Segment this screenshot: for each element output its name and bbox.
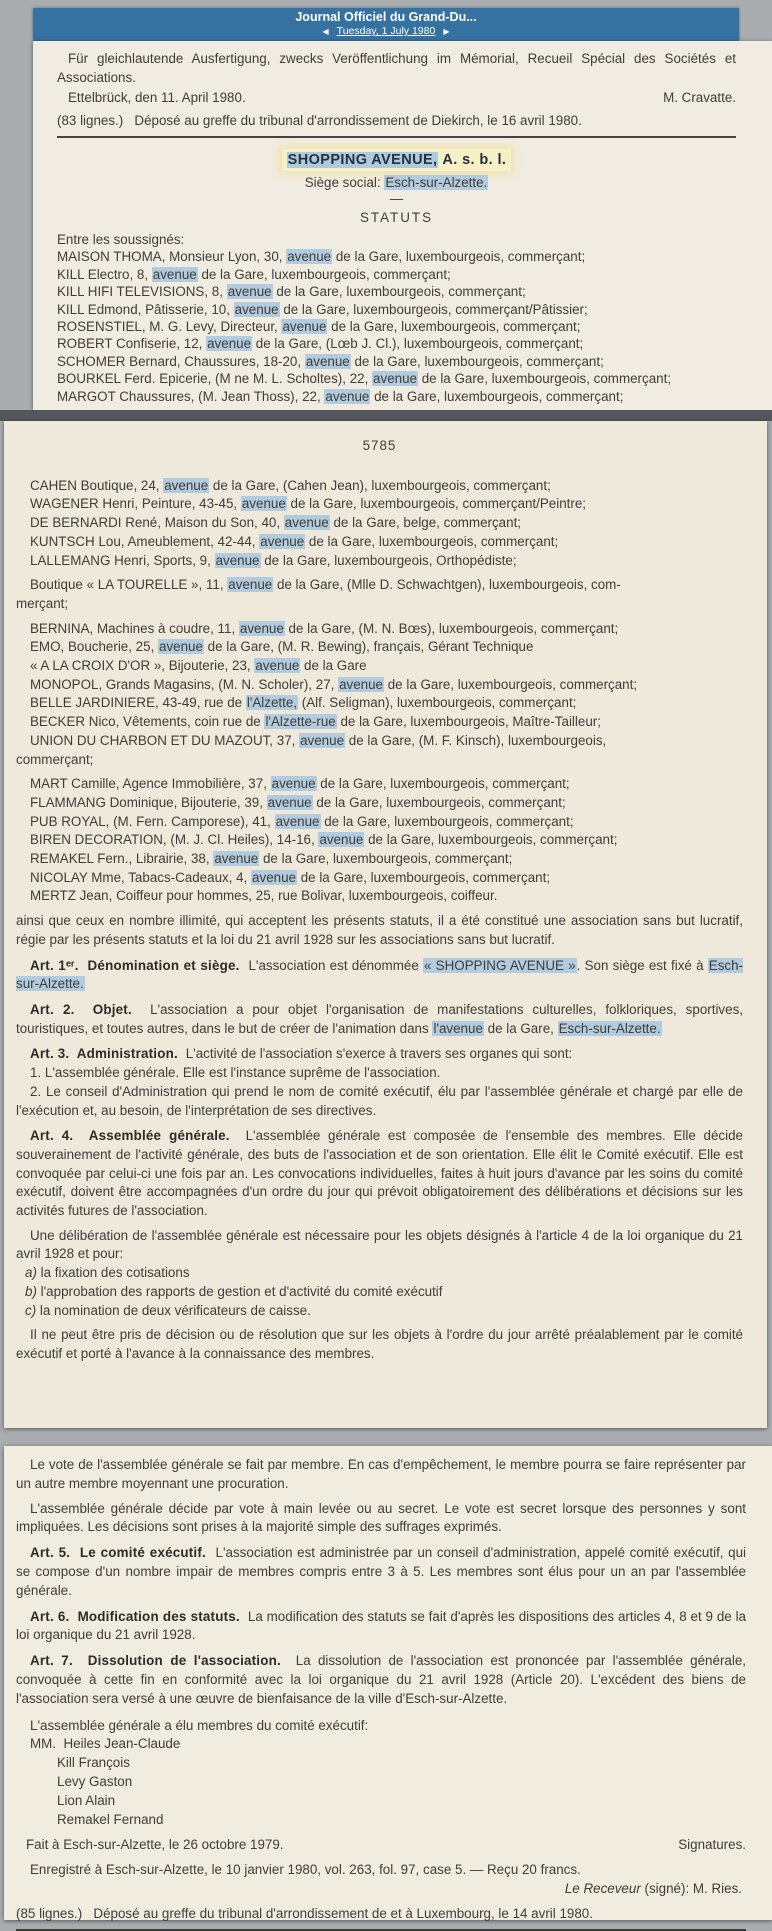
article-lead: Art. 3. Administration. (30, 1046, 186, 1062)
journal-title: Journal Officiel du Grand-Du... (295, 10, 477, 24)
text-line: BECKER Nico, Vêtements, coin rue de l'Alzette-rue de la Gare, luxembourgeois, Maître-Tailleur; (30, 714, 601, 730)
article-lead: Art. 7. Dissolution de l'association. (30, 1653, 296, 1669)
article-4: Art. 4. Assemblée générale. L'assemblée générale est composée de l'ensemble des membres. Elle décide souverainement de l'activité générale, des buts de l'association et de son orientation. Elle élit le Comité exécutif. Elle est convoquée par celui-ci une fois par an. Les convocations individuelles, faites à huit jours d'avance par les soins du comité exécutif, doivent être accompagnées d'un ordre du jour qui prévoit obligatoirement des délibérations et décisions sur les activités futures de l'association. (16, 1128, 747, 1219)
search-highlight: avenue (271, 776, 316, 792)
search-highlight: avenue (373, 371, 417, 387)
date-link[interactable]: Tuesday, 1 July 1980 (336, 25, 436, 37)
text-line: CAHEN Boutique, 24, avenue de la Gare, (Cahen Jean), luxembourgeois, commerçant; (30, 477, 551, 493)
search-highlight: avenue (275, 813, 320, 829)
registration-line: Enregistré à Esch-sur-Alzette, le 10 janvier 1980, vol. 263, fol. 97, case 5. — Reçu 20 francs. (30, 1862, 581, 1878)
elected-intro: L'assemblée générale a élu membres du comité exécutif: (30, 1717, 369, 1733)
divider-dash: — (389, 191, 404, 206)
statuts-intro: Entre les soussignés: (57, 232, 185, 247)
text-line: Kill François (57, 1755, 130, 1771)
siege-social-line (57, 174, 736, 192)
page-bottom-content (16, 1456, 750, 1931)
text-line: Lion Alain (57, 1792, 116, 1808)
text-line: KUNTSCH Lou, Ameublement, 42-44, avenue de la Gare, luxembourgeois, commerçant; (30, 533, 559, 549)
search-highlight: l'Alzette-rue (265, 714, 336, 730)
article-5: Art. 5. Le comité exécutif. L'association est administrée par un conseil d'administration, appelé comité exécutif, qui se compose d'un nombre impair de membres compris entre 3 à 5. Les membres sont élus pour un an par l'assemblée générale. (16, 1545, 750, 1598)
search-highlight: avenue (300, 732, 345, 748)
article-3-item-1: 1. L'assemblée générale. Elle est l'instance suprême de l'association. (30, 1065, 441, 1081)
place-date: Ettelbrück, den 11. April 1980. (68, 90, 246, 105)
members-group-1 (16, 477, 743, 571)
text-line: UNION DU CHARBON ET DU MAZOUT, 37, avenue de la Gare, (M. F. Kinsch), luxembourgeois, (30, 732, 607, 748)
article-lead: Art. 2. Objet. (30, 1001, 151, 1017)
text-line: BIREN DECORATION, (M. J. Cl. Heiles), 14-16, avenue de la Gare, luxembourgeois, commerçant; (30, 832, 618, 848)
search-highlight: avenue (152, 266, 197, 282)
viewer-header (33, 8, 739, 41)
search-highlight: Esch-sur-Alzette. (385, 175, 488, 190)
article-lead: Art. 1ᵉʳ. Dénomination et siège. (30, 957, 249, 973)
text-line: REMAKEL Fern., Librairie, 38, avenue de la Gare, luxembourgeois, commerçant; (30, 851, 513, 867)
search-highlight: avenue (325, 388, 370, 404)
text-line: KILL Edmond, Pâtisserie, 10, avenue de la Gare, luxembourgeois, commerçant/Pâtissier; (57, 301, 588, 317)
text-line: MAISON THOMA, Monsieur Lyon, 30, avenue de la Gare, luxembourgeois, commerçant; (57, 249, 586, 265)
page-gap-shadow (0, 410, 772, 421)
search-highlight: avenue (282, 319, 327, 335)
text-line: merçant; (16, 595, 69, 611)
text-line: MARGOT Chaussures, (M. Jean Thoss), 22, avenue de la Gare, luxembourgeois, commerçant; (57, 388, 624, 404)
search-highlight: avenue (164, 477, 209, 493)
yellow-highlight (285, 152, 509, 168)
fait-signatures-row (16, 1836, 746, 1855)
date-navigation (33, 25, 739, 38)
text-line: DE BERNARDI René, Maison du Son, 40, avenue de la Gare, belge, commerçant; (30, 515, 522, 531)
search-highlight: avenue (255, 658, 300, 674)
signer-name: M. Cravatte. (663, 90, 736, 105)
siege-label: Siège social: (304, 175, 385, 190)
founding-members-list (57, 248, 736, 405)
article-1: Art. 1ᵉʳ. Dénomination et siège. L'association est dénommée « SHOPPING AVENUE ». Son siège est fixé à Esch-sur-Alzette. (16, 957, 743, 992)
article-7: Art. 7. Dissolution de l'association. La dissolution de l'association est prononcée par l'assemblée générale, convoquée à cette fin en conformité avec la loi organique du 21 avril 1928 (Article 20). L'excédent des biens de l'association sera versé à une œuvre de bienfaisance de la ville d'Esch-sur-Alzette. (16, 1653, 750, 1706)
article-lead: Art. 6. Modification des statuts. (30, 1608, 248, 1624)
vote-mode-paragraph: L'assemblée générale décide par vote à main levée ou au secret. Le vote est secret lorsque des personnes y sont impliquées. Les décisions sont prises à la majorité simple des suffrages exprimés. (16, 1500, 750, 1535)
search-highlight: avenue (228, 577, 273, 593)
page-5785-content (16, 477, 747, 1364)
text-line: Remakel Fernand (57, 1811, 164, 1827)
italic-text: Le Receveur (564, 1880, 641, 1896)
article-3-item-2: 2. Le conseil d'Administration qui prend le nom de comité exécutif, élu par l'assemblée générale et chargé par elle de l'exécution et, au besoin, de l'interprétation de ses directives. (16, 1083, 747, 1118)
article-3: Art. 3. Administration. L'activité de l'association s'exerce à travers ses organes qui sont: (30, 1046, 573, 1062)
next-day-arrow-icon[interactable]: ▶ (443, 27, 450, 36)
text-line: EMO, Boucherie, 25, avenue de la Gare, (M. R. Bewing), français, Gérant Technique (30, 639, 534, 655)
text-line: c) la nomination de deux vérificateurs de caisse. (25, 1302, 311, 1318)
search-highlight: avenue (252, 869, 296, 885)
title-suffix: A. s. b. l. (438, 152, 507, 168)
vote-paragraph: Le vote de l'assemblée générale se fait par membre. En cas d'empêchement, le membre pourra se faire représenter par un autre membre moyennant une procuration. (16, 1457, 750, 1491)
article-lead: Art. 5. Le comité exécutif. (30, 1545, 216, 1561)
deliberation-paragraph: Une délibération de l'assemblée générale est nécessaire pour les objets désignés à l'article 4 de la loi organique du 21 avril 1928 et pour: (16, 1227, 747, 1262)
search-highlight: avenue (159, 639, 203, 655)
text-line: a) la fixation des cotisations (25, 1265, 190, 1281)
prev-day-arrow-icon[interactable]: ◀ (322, 27, 329, 36)
search-highlight: avenue (239, 620, 284, 636)
search-highlight: SHOPPING AVENUE, (287, 152, 438, 168)
row-right: Signatures. (678, 1837, 746, 1853)
decision-paragraph: Il ne peut être pris de décision ou de résolution que sur les objets à l'ordre du jour arrêté préalablement par le comité exécutif et porté à l'avance à la connaissance des membres. (16, 1327, 747, 1361)
text-line: MART Camille, Agence Immobilière, 37, avenue de la Gare, luxembourgeois, commerçant; (30, 776, 570, 792)
text-line: BELLE JARDINIERE, 43-49, rue de l'Alzette, (Alf. Seligman), luxembourgeois, commerçant; (30, 695, 577, 711)
search-highlight: avenue (284, 515, 329, 531)
receveur-line: Le Receveur (signé): M. Ries. (564, 1880, 742, 1896)
search-highlight: avenue (287, 249, 332, 265)
search-highlight: l'Alzette, (246, 695, 298, 711)
italic-text: b) (25, 1283, 37, 1299)
article-lead: Art. 4. Assemblée générale. (30, 1128, 246, 1144)
text-line: ROSENSTIEL, M. G. Levy, Directeur, avenue de la Gare, luxembourgeois, commerçant; (57, 319, 581, 335)
text-line: MERTZ Jean, Coiffeur pour hommes, 25, rue Bolivar, luxembourgeois, coiffeur. (30, 888, 498, 904)
text-line: BOURKEL Ferd. Epicerie, (M ne M. L. Scholtes), 22, avenue de la Gare, luxembourgeois, commerçant; (57, 371, 672, 387)
article-6: Art. 6. Modification des statuts. La modification des statuts se fait d'après les dispositions des articles 4, 8 et 9 de la loi organique du 21 avril 1928. (16, 1608, 750, 1643)
scanned-page-bottom (4, 1446, 772, 1920)
text-line: BERNINA, Machines à coudre, 11, avenue de la Gare, (M. N. Bœs), luxembourgeois, commerçant; (30, 620, 619, 636)
statuts-heading: STATUTS (359, 210, 433, 225)
place-date-row (57, 88, 736, 107)
text-line: LALLEMANG Henri, Sports, 9, avenue de la Gare, luxembourgeois, Orthopédiste; (30, 552, 517, 568)
search-highlight: avenue (234, 301, 279, 317)
page-number: 5785 (362, 438, 397, 453)
text-line: Boutique « LA TOURELLE », 11, avenue de la Gare, (Mlle D. Schwachtgen), luxembourgeois, com- (30, 577, 621, 593)
text-line: ROBERT Confiserie, 12, avenue de la Gare, (Lœb J. Cl.), luxembourgeois, commerçant; (57, 336, 584, 352)
search-highlight: avenue (305, 353, 350, 369)
italic-text: c) (25, 1302, 37, 1318)
search-highlight: avenue (319, 832, 364, 848)
search-highlight: avenue (241, 496, 286, 512)
text-line: KILL HIFI TELEVISIONS, 8, avenue de la Gare, luxembourgeois, commerçant; (57, 284, 526, 300)
scanned-page-5785 (4, 421, 767, 1428)
section-divider (57, 136, 736, 138)
bottom-rule (16, 1929, 746, 1931)
text-line: PUB ROYAL, (M. Fern. Camporese), 41, avenue de la Gare, luxembourgeois, commerçant; (30, 813, 574, 829)
deposit-line: (85 lignes.) Déposé au greffe du tribunal d'arrondissement de et à Luxembourg, le 14 avril 1980. (16, 1905, 593, 1921)
text-line: FLAMMANG Dominique, Bijouterie, 39, avenue de la Gare, luxembourgeois, commerçant; (30, 794, 566, 810)
italic-text: a) (25, 1265, 37, 1281)
members-group-3 (16, 620, 743, 770)
association-title (57, 150, 736, 170)
search-highlight: avenue (260, 533, 305, 549)
text-line: MONOPOL, Grands Magasins, (M. N. Scholer), 27, avenue de la Gare, luxembourgeois, commerçant; (30, 676, 638, 692)
text-line: WAGENER Henri, Peinture, 43-45, avenue de la Gare, luxembourgeois, commerçant/Peintre; (30, 496, 586, 512)
scanned-page-top (33, 41, 772, 410)
committee-members (16, 1735, 746, 1829)
search-highlight: avenue (214, 851, 259, 867)
text-line: commerçant; (16, 751, 94, 767)
text-line: KILL Electro, 8, avenue de la Gare, luxembourgeois, commerçant; (57, 266, 451, 282)
members-group-4 (16, 775, 743, 906)
search-highlight: avenue (215, 552, 260, 568)
search-highlight: avenue (267, 794, 312, 810)
article-2: Art. 2. Objet. L'association a pour objet l'organisation de manifestations culturelles, folkloriques, sportives, touristiques, et toutes autres, dans le but de créer de l'animation dans l'avenue de la Gare, Esch-sur-Alzette. (16, 1001, 747, 1036)
search-highlight: l'avenue (433, 1020, 483, 1036)
search-highlight: avenue (339, 676, 384, 692)
members-group-2 (16, 576, 743, 613)
search-highlight: Esch-sur-Alzette. (558, 1020, 661, 1036)
text-line: NICOLAY Mme, Tabacs-Cadeaux, 4, avenue de la Gare, luxembourgeois, commerçant; (30, 869, 551, 885)
alpha-list (16, 1264, 743, 1320)
deposit-line-diekirch: (83 lignes.) Déposé au greffe du tribunal d'arrondissement de Diekirch, le 16 avril 1980. (57, 113, 582, 128)
search-highlight: avenue (207, 336, 252, 352)
search-highlight: « SHOPPING AVENUE » (424, 957, 576, 973)
text-line: SCHOMER Bernard, Chaussures, 18-20, avenue de la Gare, luxembourgeois, commerçant; (57, 353, 604, 369)
constitution-paragraph: ainsi que ceux en nombre illimité, qui acceptent les présents statuts, il a été constitué une association sans but lucratif, régie par les présents statuts et la loi du 21 avril 1928 sur les associations sans but lucratif. (16, 913, 747, 947)
text-line: b) l'approbation des rapports de gestion et d'activité du comité exécutif (25, 1283, 443, 1299)
search-highlight: avenue (227, 284, 272, 300)
text-line: « A LA CROIX D'OR », Bijouterie, 23, avenue de la Gare (30, 658, 367, 674)
text-line: MM. Heiles Jean-Claude (30, 1736, 181, 1752)
text-line: Levy Gaston (57, 1773, 133, 1789)
ausfertigung-paragraph: Für gleichlautende Ausfertigung, zwecks Veröffentlichung im Mémorial, Recueil Spécial des Sociétés et Associations. (57, 51, 739, 85)
search-highlight: Esch-sur-Alzette. (16, 957, 743, 992)
row-left: Fait à Esch-sur-Alzette, le 26 octobre 1979. (26, 1837, 284, 1853)
